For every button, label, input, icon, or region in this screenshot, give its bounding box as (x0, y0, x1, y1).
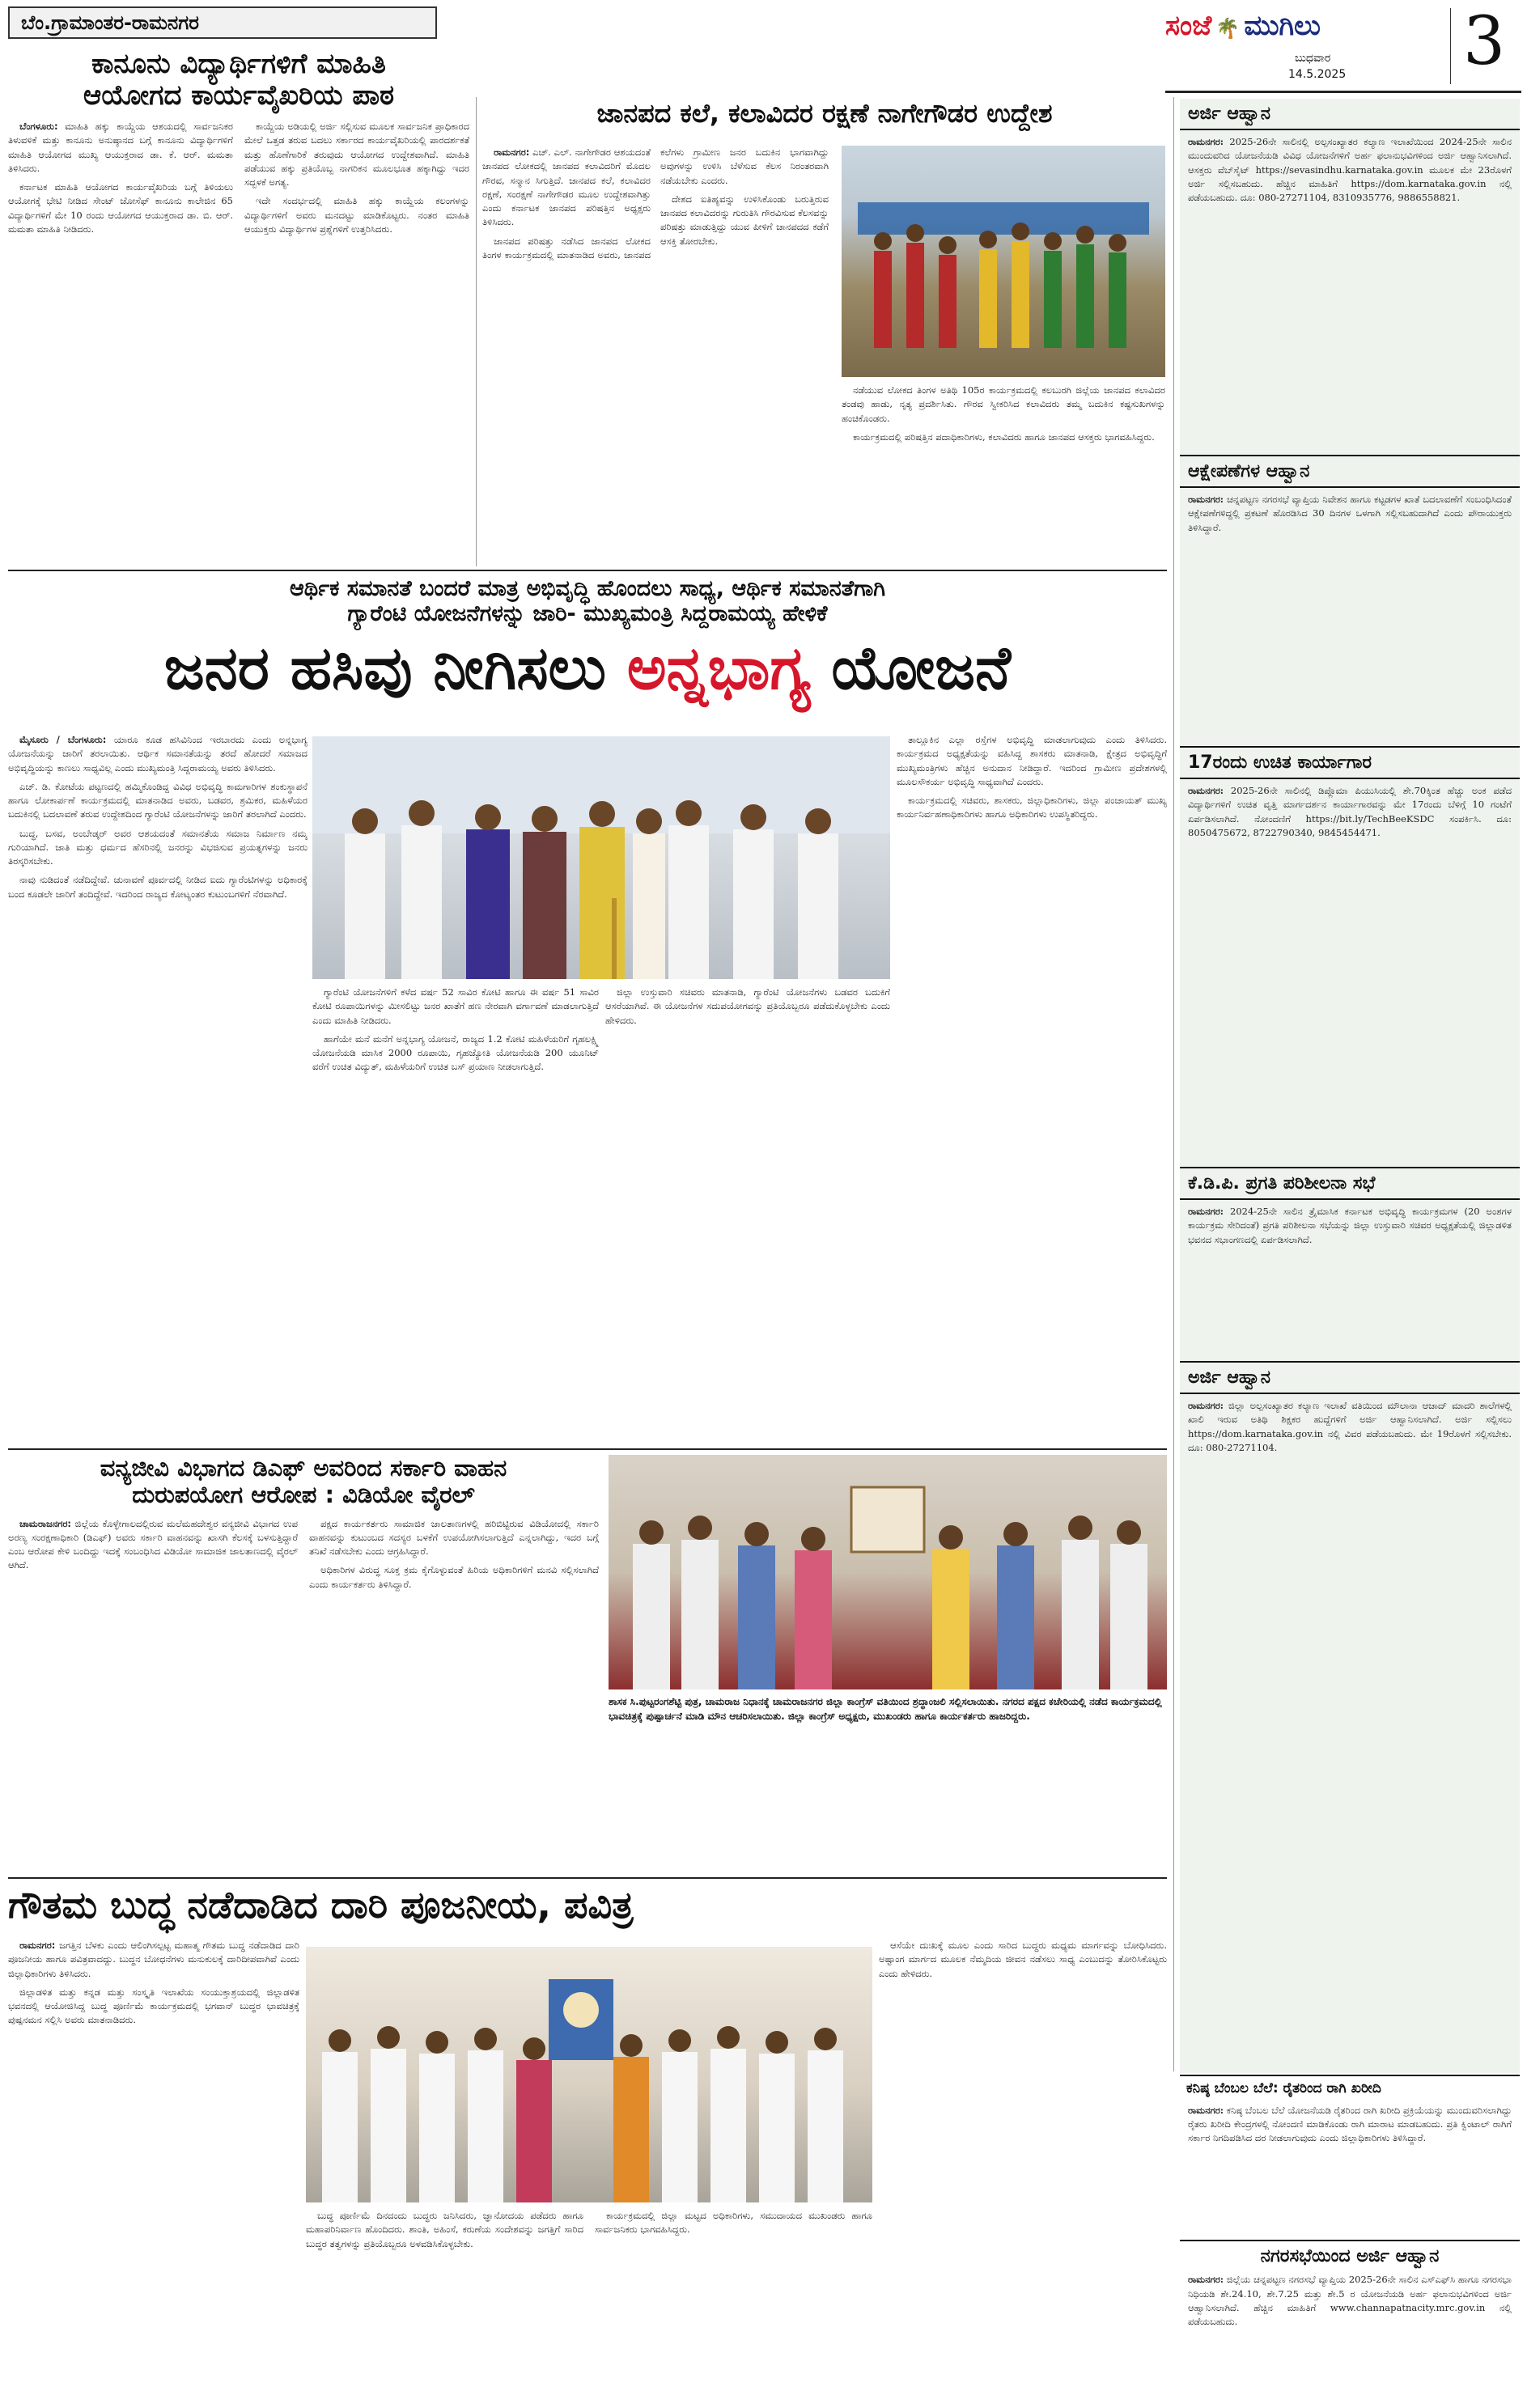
tribute-photo (609, 1455, 1167, 1689)
notice-2: ಆಕ್ಷೇಪಣೆಗಳ ಆಹ್ವಾನ ರಾಮನಗರ: ಚನ್ನಪಟ್ಟಣ ನಗರಸಭೆ ವ್ಯಾಪ್ತಿಯ ನಿವೇಶನ ಹಾಗೂ ಕಟ್ಟಡಗಳ ಖಾತೆ ಬದಲಾವಣೆಗೆ ಸಂಬಂಧಿಸಿದಂತೆ ಆಕ್ಷೇಪಣೆಗಳಿದ್ದಲ್ಲಿ ಪ್ರಕಟಣೆ ಹೊರಡಿಸಿದ 30 ದಿನಗಳ ಒಳಗಾಗಿ ಸಲ್ಲಿಸಬಹುದಾಗಿದೆ ಎಂದು ಪೌರಾಯುಕ್ತರು ತಿಳಿಸಿದ್ದಾರೆ. (1180, 455, 1520, 746)
notice-3-title: 17ರಂದು ಉಚಿತ ಕಾರ್ಯಾಗಾರ (1180, 748, 1520, 779)
story5-top-rule (8, 1877, 1167, 1879)
notice-ragi-body: ಕನಿಷ್ಠ ಬೆಂಬಲ ಬೆಲೆ ಯೋಜನೆಯಡಿ ರೈತರಿಂದ ರಾಗಿ ಖರೀದಿ ಪ್ರಕ್ರಿಯೆಯನ್ನು ಮುಂದುವರಿಸಲಾಗಿದ್ದು ರೈತರು ಖರೀದಿ ಕೇಂದ್ರಗಳಲ್ಲಿ ನೋಂದಣಿ ಮಾಡಿಕೊಂಡು ರಾಗಿ ಮಾರಾಟ ಮಾಡಬಹುದು. ಪ್ರತಿ ಕ್ವಿಂಟಾಲ್ ರಾಗಿಗೆ ಸರ್ಕಾರ ನಿಗದಿಪಡಿಸಿದ ದರ ನೀಡಲಾಗುವುದು ಎಂದು ಜಿಲ್ಲಾಧಿಕಾರಿಗಳು ತಿಳಿಸಿದ್ದಾರೆ. (1188, 2104, 1512, 2144)
story-folk-art (482, 99, 1167, 568)
notice-1-title: ಅರ್ಜಿ ಆಹ್ವಾನ (1180, 99, 1520, 130)
lead-photo-figures (312, 736, 890, 979)
notice-2-title: ಆಕ್ಷೇಪಣೆಗಳ ಆಹ್ವಾನ (1180, 456, 1520, 488)
buddha-event-photo (306, 1947, 872, 2202)
lead-body-right: ತಾಲ್ಲೂಕಿನ ಎಲ್ಲಾ ರಸ್ತೆಗಳ ಅಭಿವೃದ್ಧಿ ಮಾಡಲಾಗುವುದು ಎಂದು ತಿಳಿಸಿದರು. ಕಾರ್ಯಕ್ರಮದ ಅಧ್ಯಕ್ಷತೆಯನ್ನು ವಹಿಸಿದ್ದ ಶಾಸಕರು ಮಾತನಾಡಿ, ಕ್ಷೇತ್ರದ ಅಭಿವೃದ್ಧಿಗೆ ಮುಖ್ಯಮಂತ್ರಿಗಳು ಹೆಚ್ಚಿನ ಅನುದಾನ ನೀಡಿದ್ದಾರೆ. ಇದರಿಂದ ಗ್ರಾಮೀಣ ಪ್ರದೇಶಗಳಲ್ಲಿ ಮೂಲಸೌಕರ್ಯ ಅಭಿವೃದ್ಧಿ ಸಾಧ್ಯವಾಗಿದೆ ಎಂದರು. ಕಾರ್ಯಕ್ರಮದಲ್ಲಿ ಸಚಿವರು, ಶಾಸಕರು, ಜಿಲ್ಲಾಧಿಕಾರಿಗಳು, ಜಿಲ್ಲಾ ಪಂಚಾಯತ್ ಮುಖ್ಯ ಕಾರ್ಯನಿರ್ವಹಣಾಧಿಕಾರಿಗಳು ಹಾಗೂ ಅಧಿಕಾರಿಗಳು ಉಪಸ್ಥಿತರಿದ್ದರು. (897, 734, 1167, 820)
notice-3-body: 2025-26ನೇ ಸಾಲಿನಲ್ಲಿ ಡಿಪ್ಲೊಮಾ ಪಿಯುಸಿಯಲ್ಲಿ ಶೇ.70ಕ್ಕಿಂತ ಹೆಚ್ಚು ಅಂಕ ಪಡೆದ ವಿದ್ಯಾರ್ಥಿಗಳಿಗೆ ಉಚಿತ ವೃತ್ತಿ ಮಾರ್ಗದರ್ಶನ ಕಾರ್ಯಾಗಾರವನ್ನು ಮೇ 17ರಂದು ಬೆಳಿಗ್ಗೆ 10 ಗಂಟೆಗೆ ಏರ್ಪಡಿಸಲಾಗಿದೆ. ನೋಂದಣಿಗೆ https://bit.ly/TechBeeKSDC ಸಂಪರ್ಕಿಸಿ. ದೂ: 8050475672, 8722790340, 9845454471. (1188, 785, 1512, 838)
story-rti-body: ಬೆಂಗಳೂರು: ಮಾಹಿತಿ ಹಕ್ಕು ಕಾಯ್ದೆಯ ಆಶಯದಲ್ಲಿ ಸಾರ್ವಜನಿಕರ ತಿಳುವಳಿಕೆ ಮತ್ತು ಕಾನೂನು ಅನುಷ್ಠಾನದ ಬಗ್ಗೆ ಕಾನೂನು ವಿದ್ಯಾರ್ಥಿಗಳಿಗೆ ಮಾಹಿತಿ ಆಯೋಗದ ಮುಖ್ಯ ಆಯುಕ್ತರಾದ ಡಾ. ಕೆ. ಆರ್. ಮಮತಾ ತಿಳಿಸಿದರು. ಕರ್ನಾಟಕ ಮಾಹಿತಿ ಆಯೋಗದ ಕಾರ್ಯವೈಖರಿಯ ಬಗ್ಗೆ ತಿಳಿಯಲು ಆಯೋಗಕ್ಕೆ ಭೇಟಿ ನೀಡಿದ ಸೇಂಟ್ ಜೋಸೆಫ್ ಕಾನೂನು ಕಾಲೇಜಿನ 65 ವಿದ್ಯಾರ್ಥಿಗಳಿಗೆ ಮೇ 10 ರಂದು ಆಯೋಗದ ಆಯುಕ್ತರಾದ ಡಾ. ಬಿ. ಆರ್. ಮಮತಾ ಮಾಹಿತಿ ನೀಡಿದರು. ಕಾಯ್ದೆಯ ಅಡಿಯಲ್ಲಿ ಅರ್ಜಿ ಸಲ್ಲಿಸುವ ಮೂಲಕ ಸಾರ್ವಜನಿಕ ಪ್ರಾಧಿಕಾರದ ಮೇಲೆ ಒತ್ತಡ ತರುವ ಬದಲು ಸರ್ಕಾರದ ಕಾರ್ಯವೈಖರಿಯಲ್ಲಿ ಪಾರದರ್ಶಕತೆ ಮತ್ತು ಹೊಣೆಗಾರಿಕೆ ತರುವುದು ಆಯೋಗದ ಉದ್ದೇಶವಾಗಿದೆ. ಮಾಹಿತಿ ಪಡೆಯುವ ಹಕ್ಕು ಪ್ರತಿಯೊಬ್ಬ ನಾಗರಿಕನ ಮೂಲಭೂತ ಹಕ್ಕಾಗಿದ್ದು ಇದರ ಸದ್ಬಳಕೆ ಅಗತ್ಯ. ಇದೇ ಸಂದರ್ಭದಲ್ಲಿ ಮಾಹಿತಿ ಹಕ್ಕು ಕಾಯ್ದೆಯ ಕಲಂಗಳನ್ನು ವಿದ್ಯಾರ್ಥಿಗಳಿಗೆ ಅವರು ಮನದಟ್ಟು ಮಾಡಿಕೊಟ್ಟರು. ನಂತರ ಮಾಹಿತಿ ಆಯುಕ್ತರು ವಿದ್ಯಾರ್ಥಿಗಳ ಪ್ರಶ್ನೆಗಳಿಗೆ ಉತ್ತರಿಸಿದರು. (8, 121, 469, 235)
notice-2-body: ಚನ್ನಪಟ್ಟಣ ನಗರಸಭೆ ವ್ಯಾಪ್ತಿಯ ನಿವೇಶನ ಹಾಗೂ ಕಟ್ಟಡಗಳ ಖಾತೆ ಬದಲಾವಣೆಗೆ ಸಂಬಂಧಿಸಿದಂತೆ ಆಕ್ಷೇಪಣೆಗಳಿದ್ದಲ್ಲಿ ಪ್ರಕಟಣೆ ಹೊರಡಿಸಿದ 30 ದಿನಗಳ ಒಳಗಾಗಿ ಸಲ್ಲಿಸಬಹುದಾಗಿದೆ ಎಂದು ಪೌರಾಯುಕ್ತರು ತಿಳಿಸಿದ್ದಾರೆ. (1188, 494, 1512, 533)
notice-3: 17ರಂದು ಉಚಿತ ಕಾರ್ಯಾಗಾರ ರಾಮನಗರ: 2025-26ನೇ ಸಾಲಿನಲ್ಲಿ ಡಿಪ್ಲೊಮಾ ಪಿಯುಸಿಯಲ್ಲಿ ಶೇ.70ಕ್ಕಿಂತ ಹೆಚ್ಚು ಅಂಕ ಪಡೆದ ವಿದ್ಯಾರ್ಥಿಗಳಿಗೆ ಉಚಿತ ವೃತ್ತಿ ಮಾರ್ಗದರ್ಶನ ಕಾರ್ಯಾಗಾರವನ್ನು ಮೇ 17ರಂದು ಬೆಳಿಗ್ಗೆ 10 ಗಂಟೆಗೆ ಏರ್ಪಡಿಸಲಾಗಿದೆ. ನೋಂದಣಿಗೆ https://bit.ly/TechBeeKSDC ಸಂಪರ್ಕಿಸಿ. ದೂ: 8050475672, 8722790340, 9845454471. (1180, 746, 1520, 1167)
story-rti-students (8, 49, 469, 563)
lead-body-left: ಮೈಸೂರು / ಬೆಂಗಳೂರು: ಯಾರೂ ಕೂಡ ಹಸಿವಿನಿಂದ ಇರಬಾರದು ಎಂದು ಅನ್ನಭಾಗ್ಯ ಯೋಜನೆಯನ್ನು ಜಾರಿಗೆ ತರಲಾಯಿತು. ಆರ್ಥಿಕ ಸಮಾನತೆಯನ್ನು ತರದೆ ಹೋದರೆ ಸಮಾಜದ ಅಭಿವೃದ್ಧಿಯನ್ನು ಕಾಣಲು ಸಾಧ್ಯವಿಲ್ಲ ಎಂದು ಮುಖ್ಯಮಂತ್ರಿ ಸಿದ್ದರಾಮಯ್ಯ ಅವರು ತಿಳಿಸಿದರು. ಎಚ್. ಡಿ. ಕೋಟೆಯ ಪಟ್ಟಣದಲ್ಲಿ ಹಮ್ಮಿಕೊಂಡಿದ್ದ ವಿವಿಧ ಅಭಿವೃದ್ಧಿ ಕಾಮಗಾರಿಗಳ ಶಂಕುಸ್ಥಾಪನೆ ಹಾಗೂ ಲೋಕಾರ್ಪಣೆ ಕಾರ್ಯಕ್ರಮದಲ್ಲಿ ಮಾತನಾಡಿದ ಅವರು, ಬಡವರ, ಶ್ರಮಿಕರ, ಮಹಿಳೆಯರ ಬದುಕಿನಲ್ಲಿ ಬದಲಾವಣೆ ತರುವ ಉದ್ದೇಶದಿಂದ ಗ್ಯಾರೆಂಟಿ ಯೋಜನೆಗಳನ್ನು ಜಾರಿಗೆ ತರಲಾಗಿದೆ ಎಂದರು. ಬುದ್ಧ, ಬಸವ, ಅಂಬೇಡ್ಕರ್ ಅವರ ಆಶಯದಂತೆ ಸಮಾನತೆಯ ಸಮಾಜ ನಿರ್ಮಾಣ ನಮ್ಮ ಗುರಿಯಾಗಿದೆ. ಜಾತಿ ಮತ್ತು ಧರ್ಮದ ಹೆಸರಿನಲ್ಲಿ ಜನರನ್ನು ವಿಭಜಿಸುವ ಪ್ರಯತ್ನಗಳನ್ನು ಜನರು ತಿರಸ್ಕರಿಸಬೇಕು. ನಾವು ನುಡಿದಂತೆ ನಡೆದಿದ್ದೇವೆ. ಚುನಾವಣೆ ಪೂರ್ವದಲ್ಲಿ ನೀಡಿದ ಐದು ಗ್ಯಾರೆಂಟಿಗಳನ್ನು ಅಧಿಕಾರಕ್ಕೆ ಬಂದ ಕೂಡಲೇ ಜಾರಿಗೆ ತಂದಿದ್ದೇವೆ. ಇದರಿಂದ ರಾಜ್ಯದ ಕೋಟ್ಯಂತರ ಕುಟುಂಬಗಳಿಗೆ ನೆರವಾಗಿದೆ. (8, 734, 308, 900)
palm-tree-icon: 🌴 (1215, 17, 1241, 40)
lead-top-rule (8, 570, 1167, 571)
masthead-rule (1165, 91, 1521, 93)
notice-1-body: 2025-26ನೇ ಸಾಲಿನಲ್ಲಿ ಅಲ್ಪಸಂಖ್ಯಾತರ ಕಲ್ಯಾಣ ಇಲಾಖೆಯಿಂದ 2024-25ನೇ ಸಾಲಿನ ಮುಂದುವರಿದ ಯೋಜನೆಯಡಿ ವಿವಿಧ ಯೋಜನೆಗಳಿಗೆ ಅರ್ಹ ಫಲಾನುಭವಿಗಳಿಂದ ಅರ್ಜಿ ಆಹ್ವಾನಿಸಲಾಗಿದೆ. ಆಸಕ್ತರು ವೆಬ್‌ಸೈಟ್ https://sevasindhu.karnataka.gov.in ಮೂಲಕ ಮೇ 23ರೊಳಗೆ ಅರ್ಜಿ ಸಲ್ಲಿಸಬಹುದು. ಹೆಚ್ಚಿನ ಮಾಹಿತಿಗೆ https://dom.karnataka.gov.in ನಲ್ಲಿ ಪಡೆಯಬಹುದು. ದೂ: 080-27271104, 8310935776, 9886558821. (1188, 136, 1512, 203)
lead-headline-part3: ಯೋಜನೆ (831, 634, 1012, 703)
notice-ragi-title: ಕನಿಷ್ಠ ಬೆಂಬಲ ಬೆಲೆ: ರೈತರಿಂದ ರಾಗಿ ಖರೀದಿ (1186, 2080, 1381, 2096)
story-buddha-headline: ಗೌತಮ ಬುದ್ಧ ನಡೆದಾಡಿದ ದಾರಿ ಪೂಜನೀಯ, ಪವಿತ್ರ (8, 1883, 634, 1927)
story-buddha-body-left: ರಾಮನಗರ: ಜಗತ್ತಿನ ಬೆಳಕು ಎಂದು ಆಲಿಂಗಿಸಲ್ಪಟ್ಟ ಮಹಾತ್ಮ ಗೌತಮ ಬುದ್ಧ ನಡೆದಾಡಿದ ದಾರಿ ಪೂಜನೀಯ ಹಾಗೂ ಪವಿತ್ರವಾದದ್ದು. ಬುದ್ಧನ ಬೋಧನೆಗಳು ಮನುಕುಲಕ್ಕೆ ದಾರಿದೀಪವಾಗಿವೆ ಎಂದು ಜಿಲ್ಲಾಧಿಕಾರಿಗಳು ತಿಳಿಸಿದರು. ಜಿಲ್ಲಾಡಳಿತ ಮತ್ತು ಕನ್ನಡ ಮತ್ತು ಸಂಸ್ಕೃತಿ ಇಲಾಖೆಯ ಸಂಯುಕ್ತಾಶ್ರಯದಲ್ಲಿ ಜಿಲ್ಲಾಡಳಿತ ಭವನದಲ್ಲಿ ಆಯೋಜಿಸಿದ್ದ ಬುದ್ಧ ಪೂರ್ಣಿಮೆ ಕಾರ್ಯಕ್ರಮದಲ್ಲಿ ಭಗವಾನ್ ಬುದ್ಧರ ಭಾವಚಿತ್ರಕ್ಕೆ ಪುಷ್ಪನಮನ ಸಲ್ಲಿಸಿ ಅವರು ಮಾತನಾಡಿದರು. (8, 1940, 299, 2026)
story-rti-headline-1: ಕಾನೂನು ವಿದ್ಯಾರ್ಥಿಗಳಿಗೆ ಮಾಹಿತಿ (91, 48, 386, 80)
story-buddha-body-right: ಆಸೆಯೇ ದುಃಖಕ್ಕೆ ಮೂಲ ಎಂದು ಸಾರಿದ ಬುದ್ಧರು ಮಧ್ಯಮ ಮಾರ್ಗವನ್ನು ಬೋಧಿಸಿದರು. ಅಷ್ಟಾಂಗ ಮಾರ್ಗದ ಮೂಲಕ ನೆಮ್ಮದಿಯ ಜೀವನ ನಡೆಸಲು ಸಾಧ್ಯ ಎಂಬುದನ್ನು ತೋರಿಸಿಕೊಟ್ಟರು ಎಂದು ಹೇಳಿದರು. (879, 1940, 1167, 1979)
lead-dateline: ಮೈಸೂರು / ಬೆಂಗಳೂರು: (19, 734, 107, 745)
masthead-logo (1165, 10, 1440, 47)
notice-1: ಅರ್ಜಿ ಆಹ್ವಾನ ರಾಮನಗರ: 2025-26ನೇ ಸಾಲಿನಲ್ಲಿ ಅಲ್ಪಸಂಖ್ಯಾತರ ಕಲ್ಯಾಣ ಇಲಾಖೆಯಿಂದ 2024-25ನೇ ಸಾಲಿನ ಮುಂದುವರಿದ ಯೋಜನೆಯಡಿ ವಿವಿಧ ಯೋಜನೆಗಳಿಗೆ ಅರ್ಹ ಫಲಾನುಭವಿಗಳಿಂದ ಅರ್ಜಿ ಆಹ್ವಾನಿಸಲಾಗಿದೆ. ಆಸಕ್ತರು ವೆಬ್‌ಸೈಟ್ https://sevasindhu.karnataka.gov.in ಮೂಲಕ ಮೇ 23ರೊಳಗೆ ಅರ್ಜಿ ಸಲ್ಲಿಸಬಹುದು. ಹೆಚ್ಚಿನ ಮಾಹಿತಿಗೆ https://dom.karnataka.gov.in ನಲ್ಲಿ ಪಡೆಯಬಹುದು. ದೂ: 080-27271104, 8310935776, 9886558821. (1180, 99, 1520, 455)
lead-kicker-line2: ಗ್ಯಾರೆಂಟಿ ಯೋಜನೆಗಳನ್ನು ಜಾರಿ- ಮುಖ್ಯಮಂತ್ರಿ ಸಿದ್ದರಾಮಯ್ಯ ಹೇಳಿಕೆ (347, 601, 828, 627)
column-rule (476, 97, 477, 566)
story-folk-body-left: ರಾಮನಗರ: ಎಚ್. ಎಲ್. ನಾಗೇಗೌಡರ ಆಶಯದಂತೆ ಜಾನಪದ ಲೋಕದಲ್ಲಿ ಜಾನಪದ ಕಲಾವಿದರಿಗೆ ಮೊದಲ ಗೌರವ, ಸನ್ಮಾನ ಸಿಗುತ್ತಿದೆ. ಜಾನಪದ ಕಲೆ, ಕಲಾವಿದರ ರಕ್ಷಣೆ, ಸಂರಕ್ಷಣೆ ನಾಗೇಗೌಡರ ಮೂಲ ಉದ್ದೇಶವಾಗಿತ್ತು ಎಂದು ಕರ್ನಾಟಕ ಜಾನಪದ ಪರಿಷತ್ತಿನ ಅಧ್ಯಕ್ಷರು ತಿಳಿಸಿದರು. ಜಾನಪದ ಪರಿಷತ್ತು ನಡೆಸಿದ ಜಾನಪದ ಲೋಕದ ತಿಂಗಳ ಕಾರ್ಯಕ್ರಮದಲ್ಲಿ ಮಾತನಾಡಿದ ಅವರು, ಜಾನಪದ ಕಲೆಗಳು ಗ್ರಾಮೀಣ ಜನರ ಬದುಕಿನ ಭಾಗವಾಗಿದ್ದು ಅವುಗಳನ್ನು ಉಳಿಸಿ ಬೆಳೆಸುವ ಕೆಲಸ ನಿರಂತರವಾಗಿ ನಡೆಯಬೇಕು ಎಂದರು. ದೇಶದ ಐತಿಹ್ಯವನ್ನು ಉಳಿಸಿಕೊಂಡು ಬರುತ್ತಿರುವ ಜಾನಪದ ಕಲಾವಿದರನ್ನು ಗುರುತಿಸಿ ಗೌರವಿಸುವ ಕೆಲಸವನ್ನು ಪರಿಷತ್ತು ಮಾಡುತ್ತಿದ್ದು ಯುವ ಪೀಳಿಗೆ ಜಾನಪದದ ಕಡೆಗೆ ಆಸಕ್ತಿ ತೋರಬೇಕು. (482, 146, 829, 261)
lead-headline-accent: ಅನ್ನಭಾಗ್ಯ (626, 634, 811, 703)
lead-kicker (8, 576, 1167, 626)
notice-4: ಕೆ.ಡಿ.ಪಿ. ಪ್ರಗತಿ ಪರಿಶೀಲನಾ ಸಭೆ ರಾಮನಗರ: 2024-25ನೇ ಸಾಲಿನ ತ್ರೈಮಾಸಿಕ ಕರ್ನಾಟಕ ಅಭಿವೃದ್ಧಿ ಕಾರ್ಯಕ್ರಮಗಳ (20 ಅಂಶಗಳ ಕಾರ್ಯಕ್ರಮ ಸೇರಿದಂತೆ) ಪ್ರಗತಿ ಪರಿಶೀಲನಾ ಸಭೆಯನ್ನು ಜಿಲ್ಲಾ ಉಸ್ತುವಾರಿ ಸಚಿವರ ಅಧ್ಯಕ್ಷತೆಯಲ್ಲಿ ಜಿಲ್ಲಾಡಳಿತ ಭವನದ ಸಭಾಂಗಣದಲ್ಲಿ ಏರ್ಪಡಿಸಲಾಗಿದೆ. (1180, 1167, 1520, 1361)
story-rti-headline-2: ಆಯೋಗದ ಕಾರ್ಯವೈಖರಿಯ ಪಾಠ (83, 79, 395, 112)
page-number-divider (1450, 8, 1451, 84)
story-forest-body: ಚಾಮರಾಜನಗರ: ಜಿಲ್ಲೆಯ ಕೊಳ್ಳೇಗಾಲದಲ್ಲಿರುವ ಮಲೆಮಹದೇಶ್ವರ ವನ್ಯಜೀವಿ ವಿಭಾಗದ ಉಪ ಅರಣ್ಯ ಸಂರಕ್ಷಣಾಧಿಕಾರಿ (ಡಿಎಫ್) ಅವರು ಸರ್ಕಾರಿ ವಾಹನವನ್ನು ಖಾಸಗಿ ಕೆಲಸಕ್ಕೆ ಬಳಸುತ್ತಿದ್ದಾರೆ ಎಂಬ ಆರೋಪ ಕೇಳಿ ಬಂದಿದ್ದು ಇದಕ್ಕೆ ಸಂಬಂಧಿಸಿದ ವಿಡಿಯೋ ಸಾಮಾಜಿಕ ಜಾಲತಾಣದಲ್ಲಿ ವೈರಲ್ ಆಗಿದೆ. ಪಕ್ಷದ ಕಾರ್ಯಕರ್ತರು ಸಾಮಾಜಿಕ ಜಾಲತಾಣಗಳಲ್ಲಿ ಹರಿಬಿಟ್ಟಿರುವ ವಿಡಿಯೋದಲ್ಲಿ ಸರ್ಕಾರಿ ವಾಹನವನ್ನು ಕುಟುಂಬದ ಸದಸ್ಯರ ಬಳಕೆಗೆ ಉಪಯೋಗಿಸಲಾಗುತ್ತಿದೆ ಎನ್ನಲಾಗಿದ್ದು, ಇದರ ಬಗ್ಗೆ ತನಿಖೆ ನಡೆಸಬೇಕು ಎಂದು ಆಗ್ರಹಿಸಿದ್ದಾರೆ. ಅಧಿಕಾರಿಗಳ ವಿರುದ್ಧ ಸೂಕ್ತ ಕ್ರಮ ಕೈಗೊಳ್ಳುವಂತೆ ಹಿರಿಯ ಅಧಿಕಾರಿಗಳಿಗೆ ಮನವಿ ಸಲ್ಲಿಸಲಾಗಿದೆ ಎಂದು ಕಾರ್ಯಕರ್ತರು ತಿಳಿಸಿದ್ದಾರೆ. (8, 1517, 599, 1590)
sidebar-rule (1173, 97, 1174, 2071)
notice-municipality-title: ನಗರಸಭೆಯಿಂದ ಅರ್ಜಿ ಆಹ್ವಾನ (1260, 2246, 1440, 2266)
story-forest-headline-1: ವನ್ಯಜೀವಿ ವಿಭಾಗದ ಡಿಎಫ್ ಅವರಿಂದ ಸರ್ಕಾರಿ ವಾಹನ (100, 1454, 507, 1482)
lead-photo-cm-event (312, 736, 890, 979)
sidebar-notices (1180, 99, 1520, 2073)
notice-5-title: ಅರ್ಜಿ ಆಹ್ವಾನ (1180, 1363, 1520, 1394)
notice-5: ಅರ್ಜಿ ಆಹ್ವಾನ ರಾಮನಗರ: ಜಿಲ್ಲಾ ಅಲ್ಪಸಂಖ್ಯಾತರ ಕಲ್ಯಾಣ ಇಲಾಖೆ ವತಿಯಿಂದ ಮೌಲಾನಾ ಆಜಾದ್ ಮಾದರಿ ಶಾಲೆಗಳಲ್ಲಿ ಖಾಲಿ ಇರುವ ಅತಿಥಿ ಶಿಕ್ಷಕರ ಹುದ್ದೆಗಳಿಗೆ ಅರ್ಜಿ ಆಹ್ವಾನಿಸಲಾಗಿದೆ. ಅರ್ಜಿ ಸಲ್ಲಿಸಲು https://dom.karnataka.gov.in ನಲ್ಲಿ ವಿವರ ಪಡೆಯಬಹುದು. ಮೇ 19ರೊಳಗೆ ಸಲ್ಲಿಸಬೇಕು. ದೂ: 080-27271104. (1180, 1361, 1520, 1846)
lead-body-mid-right: ಜಿಲ್ಲಾ ಉಸ್ತುವಾರಿ ಸಚಿವರು ಮಾತನಾಡಿ, ಗ್ಯಾರೆಂಟಿ ಯೋಜನೆಗಳು ಬಡವರ ಬದುಕಿಗೆ ಆಸರೆಯಾಗಿವೆ. ಈ ಯೋಜನೆಗಳ ಸದುಪಯೋಗವನ್ನು ಪ್ರತಿಯೊಬ್ಬರೂ ಪಡೆದುಕೊಳ್ಳಬೇಕು ಎಂದು ಹೇಳಿದರು. (605, 986, 890, 1026)
masthead-date: 14.5.2025 (1288, 68, 1347, 81)
notice-municipality-body: ಜಿಲ್ಲೆಯ ಚನ್ನಪಟ್ಟಣ ನಗರಸಭೆ ವ್ಯಾಪ್ತಿಯ 2025-26ನೇ ಸಾಲಿನ ಎಸ್‌ಎಫ್‌ಸಿ ಹಾಗೂ ನಗರಸಭಾ ನಿಧಿಯಡಿ ಶೇ.24.10, ಶೇ.7.25 ಮತ್ತು ಶೇ.5 ರ ಯೋಜನೆಯಡಿ ಅರ್ಹ ಫಲಾನುಭವಿಗಳಿಂದ ಅರ್ಜಿ ಆಹ್ವಾನಿಸಲಾಗಿದೆ. ಹೆಚ್ಚಿನ ಮಾಹಿತಿಗೆ www.channapatnacity.mrc.gov.in ನಲ್ಲಿ ಪಡೆಯಬಹುದು. (1188, 2274, 1512, 2328)
story-forest-headline-2: ದುರುಪಯೋಗ ಆರೋಪ : ವಿಡಿಯೋ ವೈರಲ್ (132, 1481, 475, 1509)
tribute-photo-figures (609, 1455, 1167, 1689)
story-buddha-body-mid: ಬುದ್ಧ ಪೂರ್ಣಿಮೆ ದಿನದಂದು ಬುದ್ಧರು ಜನಿಸಿದರು, ಜ್ಞಾನೋದಯ ಪಡೆದರು ಹಾಗೂ ಮಹಾಪರಿನಿರ್ವಾಣ ಹೊಂದಿದರು. ಶಾಂತಿ, ಅಹಿಂಸೆ, ಕರುಣೆಯ ಸಂದೇಶವನ್ನು ಜಗತ್ತಿಗೆ ಸಾರಿದ ಬುದ್ಧರ ತತ್ವಗಳನ್ನು ಪ್ರತಿಯೊಬ್ಬರೂ ಅಳವಡಿಸಿಕೊಳ್ಳಬೇಕು. ಕಾರ್ಯಕ್ರಮದಲ್ಲಿ ಜಿಲ್ಲಾ ಮಟ್ಟದ ಅಧಿಕಾರಿಗಳು, ಸಮುದಾಯದ ಮುಖಂಡರು ಹಾಗೂ ಸಾರ್ವಜನಿಕರು ಭಾಗವಹಿಸಿದ್ದರು. (306, 2210, 872, 2249)
story-buddha (8, 1884, 1167, 2402)
masthead-day: ಬುಧವಾರ (1295, 52, 1331, 65)
folk-artists-photo (842, 146, 1165, 377)
masthead (1165, 3, 1521, 87)
story-rti-dateline: ಬೆಂಗಳೂರು: (19, 121, 58, 133)
logo-text-red: ಸಂಜೆ (1165, 10, 1212, 42)
folk-artists-figures (842, 146, 1165, 377)
story4-top-rule (8, 1448, 1167, 1450)
page-number: 3 (1463, 3, 1506, 80)
notice-4-title: ಕೆ.ಡಿ.ಪಿ. ಪ್ರಗತಿ ಪರಿಶೀಲನಾ ಸಭೆ (1180, 1168, 1520, 1200)
lead-kicker-line1: ಆರ್ಥಿಕ ಸಮಾನತೆ ಬಂದರೆ ಮಾತ್ರ ಅಭಿವೃದ್ಧಿ ಹೊಂದಲು ಸಾಧ್ಯ, ಆರ್ಥಿಕ ಸಮಾನತೆಗಾಗಿ (289, 576, 886, 601)
section-title: ಬೆಂ.ಗ್ರಾಮಾಂತರ-ರಾಮನಗರ (21, 11, 199, 34)
story-folk-body-right: ನಡೆಯುವ ಲೋಕದ ತಿಂಗಳ ಅತಿಥಿ 105ರ ಕಾರ್ಯಕ್ರಮದಲ್ಲಿ ಕಲಬುರಗಿ ಜಿಲ್ಲೆಯ ಜಾನಪದ ಕಲಾವಿದರ ತಂಡವು ಹಾಡು, ನೃತ್ಯ ಪ್ರದರ್ಶಿಸಿತು. ಗೌರವ ಸ್ವೀಕರಿಸಿದ ಕಲಾವಿದರು ತಮ್ಮ ಬದುಕಿನ ಕಷ್ಟಸುಖಗಳನ್ನು ಹಂಚಿಕೊಂಡರು. ಕಾರ್ಯಕ್ರಮದಲ್ಲಿ ಪರಿಷತ್ತಿನ ಪದಾಧಿಕಾರಿಗಳು, ಕಲಾವಿದರು ಹಾಗೂ ಜಾನಪದ ಆಸಕ್ತರು ಭಾಗವಹಿಸಿದ್ದರು. (842, 384, 1165, 443)
lead-body-mid-left: ಗ್ಯಾರೆಂಟಿ ಯೋಜನೆಗಳಿಗೆ ಕಳೆದ ವರ್ಷ 52 ಸಾವಿರ ಕೋಟಿ ಹಾಗೂ ಈ ವರ್ಷ 51 ಸಾವಿರ ಕೋಟಿ ರೂಪಾಯಿಗಳನ್ನು ಮೀಸಲಿಟ್ಟು ಜನರ ಖಾತೆಗೆ ಹಣ ನೇರವಾಗಿ ವರ್ಗಾವಣೆ ಮಾಡಲಾಗುತ್ತಿದೆ ಎಂದು ಮಾಹಿತಿ ನೀಡಿದರು. ಹಾಗೆಯೇ ಮನೆ ಮನೆಗೆ ಅನ್ನಭಾಗ್ಯ ಯೋಜನೆ, ರಾಜ್ಯದ 1.2 ಕೋಟಿ ಮಹಿಳೆಯರಿಗೆ ಗೃಹಲಕ್ಷ್ಮಿ ಯೋಜನೆಯಡಿ ಮಾಸಿಕ 2000 ರೂಪಾಯಿ, ಗೃಹಜ್ಯೋತಿ ಯೋಜನೆಯಡಿ 200 ಯೂನಿಟ್ ವರೆಗೆ ಉಚಿತ ವಿದ್ಯುತ್, ಮಹಿಳೆಯರಿಗೆ ಉಚಿತ ಬಸ್ ಪ್ರಯಾಣ ನೀಡಲಾಗುತ್ತಿದೆ. (312, 986, 599, 1073)
buddha-event-figures (306, 1947, 872, 2202)
section-header (8, 6, 437, 39)
lead-headline-part1: ಜನರ ಹಸಿವು ನೀಗಿಸಲು (163, 634, 606, 703)
notice-municipality: ನಗರಸಭೆಯಿಂದ ಅರ್ಜಿ ಆಹ್ವಾನ ರಾಮನಗರ: ಜಿಲ್ಲೆಯ ಚನ್ನಪಟ್ಟಣ ನಗರಸಭೆ ವ್ಯಾಪ್ತಿಯ 2025-26ನೇ ಸಾಲಿನ ಎಸ್‌ಎಫ್‌ಸಿ ಹಾಗೂ ನಗರಸಭಾ ನಿಧಿಯಡಿ ಶೇ.24.10, ಶೇ.7.25 ಮತ್ತು ಶೇ.5 ರ ಯೋಜನೆಯಡಿ ಅರ್ಹ ಫಲಾನುಭವಿಗಳಿಂದ ಅರ್ಜಿ ಆಹ್ವಾನಿಸಲಾಗಿದೆ. ಹೆಚ್ಚಿನ ಮಾಹಿತಿಗೆ www.channapatnacity.mrc.gov.in ನಲ್ಲಿ ಪಡೆಯಬಹುದು. (1180, 2240, 1520, 2402)
notice-4-body: 2024-25ನೇ ಸಾಲಿನ ತ್ರೈಮಾಸಿಕ ಕರ್ನಾಟಕ ಅಭಿವೃದ್ಧಿ ಕಾರ್ಯಕ್ರಮಗಳ (20 ಅಂಶಗಳ ಕಾರ್ಯಕ್ರಮ ಸೇರಿದಂತೆ) ಪ್ರಗತಿ ಪರಿಶೀಲನಾ ಸಭೆಯನ್ನು ಜಿಲ್ಲಾ ಉಸ್ತುವಾರಿ ಸಚಿವರ ಅಧ್ಯಕ್ಷತೆಯಲ್ಲಿ ಜಿಲ್ಲಾಡಳಿತ ಭವನದ ಸಭಾಂಗಣದಲ್ಲಿ ಏರ್ಪಡಿಸಲಾಗಿದೆ. (1188, 1206, 1512, 1245)
tribute-photo-caption: ಶಾಸಕ ಸಿ.ಪುಟ್ಟರಂಗಶೆಟ್ಟಿ ಪುತ್ರ, ಚಾಮರಾಜ ನಿಧಾನಕ್ಕೆ ಚಾಮರಾಜನಗರ ಜಿಲ್ಲಾ ಕಾಂಗ್ರೆಸ್ ವತಿಯಿಂದ ಶ್ರದ್ಧಾಂಜಲಿ ಸಲ್ಲಿಸಲಾಯಿತು. ನಗರದ ಪಕ್ಷದ ಕಚೇರಿಯಲ್ಲಿ ನಡೆದ ಕಾರ್ಯಕ್ರಮದಲ್ಲಿ ಭಾವಚಿತ್ರಕ್ಕೆ ಪುಷ್ಪಾರ್ಚನೆ ಮಾಡಿ ಮೌನ ಆಚರಿಸಲಾಯಿತು. ಜಿಲ್ಲಾ ಕಾಂಗ್ರೆಸ್ ಅಧ್ಯಕ್ಷರು, ಮುಖಂಡರು ಹಾಗೂ ಕಾರ್ಯಕರ್ತರು ಹಾಜರಿದ್ದರು. (609, 1696, 1162, 1722)
notice-5-body: ಜಿಲ್ಲಾ ಅಲ್ಪಸಂಖ್ಯಾತರ ಕಲ್ಯಾಣ ಇಲಾಖೆ ವತಿಯಿಂದ ಮೌಲಾನಾ ಆಜಾದ್ ಮಾದರಿ ಶಾಲೆಗಳಲ್ಲಿ ಖಾಲಿ ಇರುವ ಅತಿಥಿ ಶಿಕ್ಷಕರ ಹುದ್ದೆಗಳಿಗೆ ಅರ್ಜಿ ಆಹ್ವಾನಿಸಲಾಗಿದೆ. ಅರ್ಜಿ ಸಲ್ಲಿಸಲು https://dom.karnataka.gov.in ನಲ್ಲಿ ವಿವರ ಪಡೆಯಬಹುದು. ಮೇ 19ರೊಳಗೆ ಸಲ್ಲಿಸಬೇಕು. ದೂ: 080-27271104. (1188, 1400, 1512, 1453)
story-forest-vehicle (8, 1455, 599, 1876)
story-folk-headline: ಜಾನಪದ ಕಲೆ, ಕಲಾವಿದರ ರಕ್ಷಣೆ ನಾಗೇಗೌಡರ ಉದ್ದೇಶ (596, 98, 1053, 129)
lead-headline (8, 634, 1167, 703)
notice-ragi-procurement: ಕನಿಷ್ಠ ಬೆಂಬಲ ಬೆಲೆ: ರೈತರಿಂದ ರಾಗಿ ಖರೀದಿ ರಾಮನಗರ: ಕನಿಷ್ಠ ಬೆಂಬಲ ಬೆಲೆ ಯೋಜನೆಯಡಿ ರೈತರಿಂದ ರಾಗಿ ಖರೀದಿ ಪ್ರಕ್ರಿಯೆಯನ್ನು ಮುಂದುವರಿಸಲಾಗಿದ್ದು ರೈತರು ಖರೀದಿ ಕೇಂದ್ರಗಳಲ್ಲಿ ನೋಂದಣಿ ಮಾಡಿಕೊಂಡು ರಾಗಿ ಮಾರಾಟ ಮಾಡಬಹುದು. ಪ್ರತಿ ಕ್ವಿಂಟಾಲ್ ರಾಗಿಗೆ ಸರ್ಕಾರ ನಿಗದಿಪಡಿಸಿದ ದರ ನೀಡಲಾಗುವುದು ಎಂದು ಜಿಲ್ಲಾಧಿಕಾರಿಗಳು ತಿಳಿಸಿದ್ದಾರೆ. (1180, 2075, 1520, 2236)
logo-text-dark: ಮುಗಿಲು (1244, 10, 1321, 42)
